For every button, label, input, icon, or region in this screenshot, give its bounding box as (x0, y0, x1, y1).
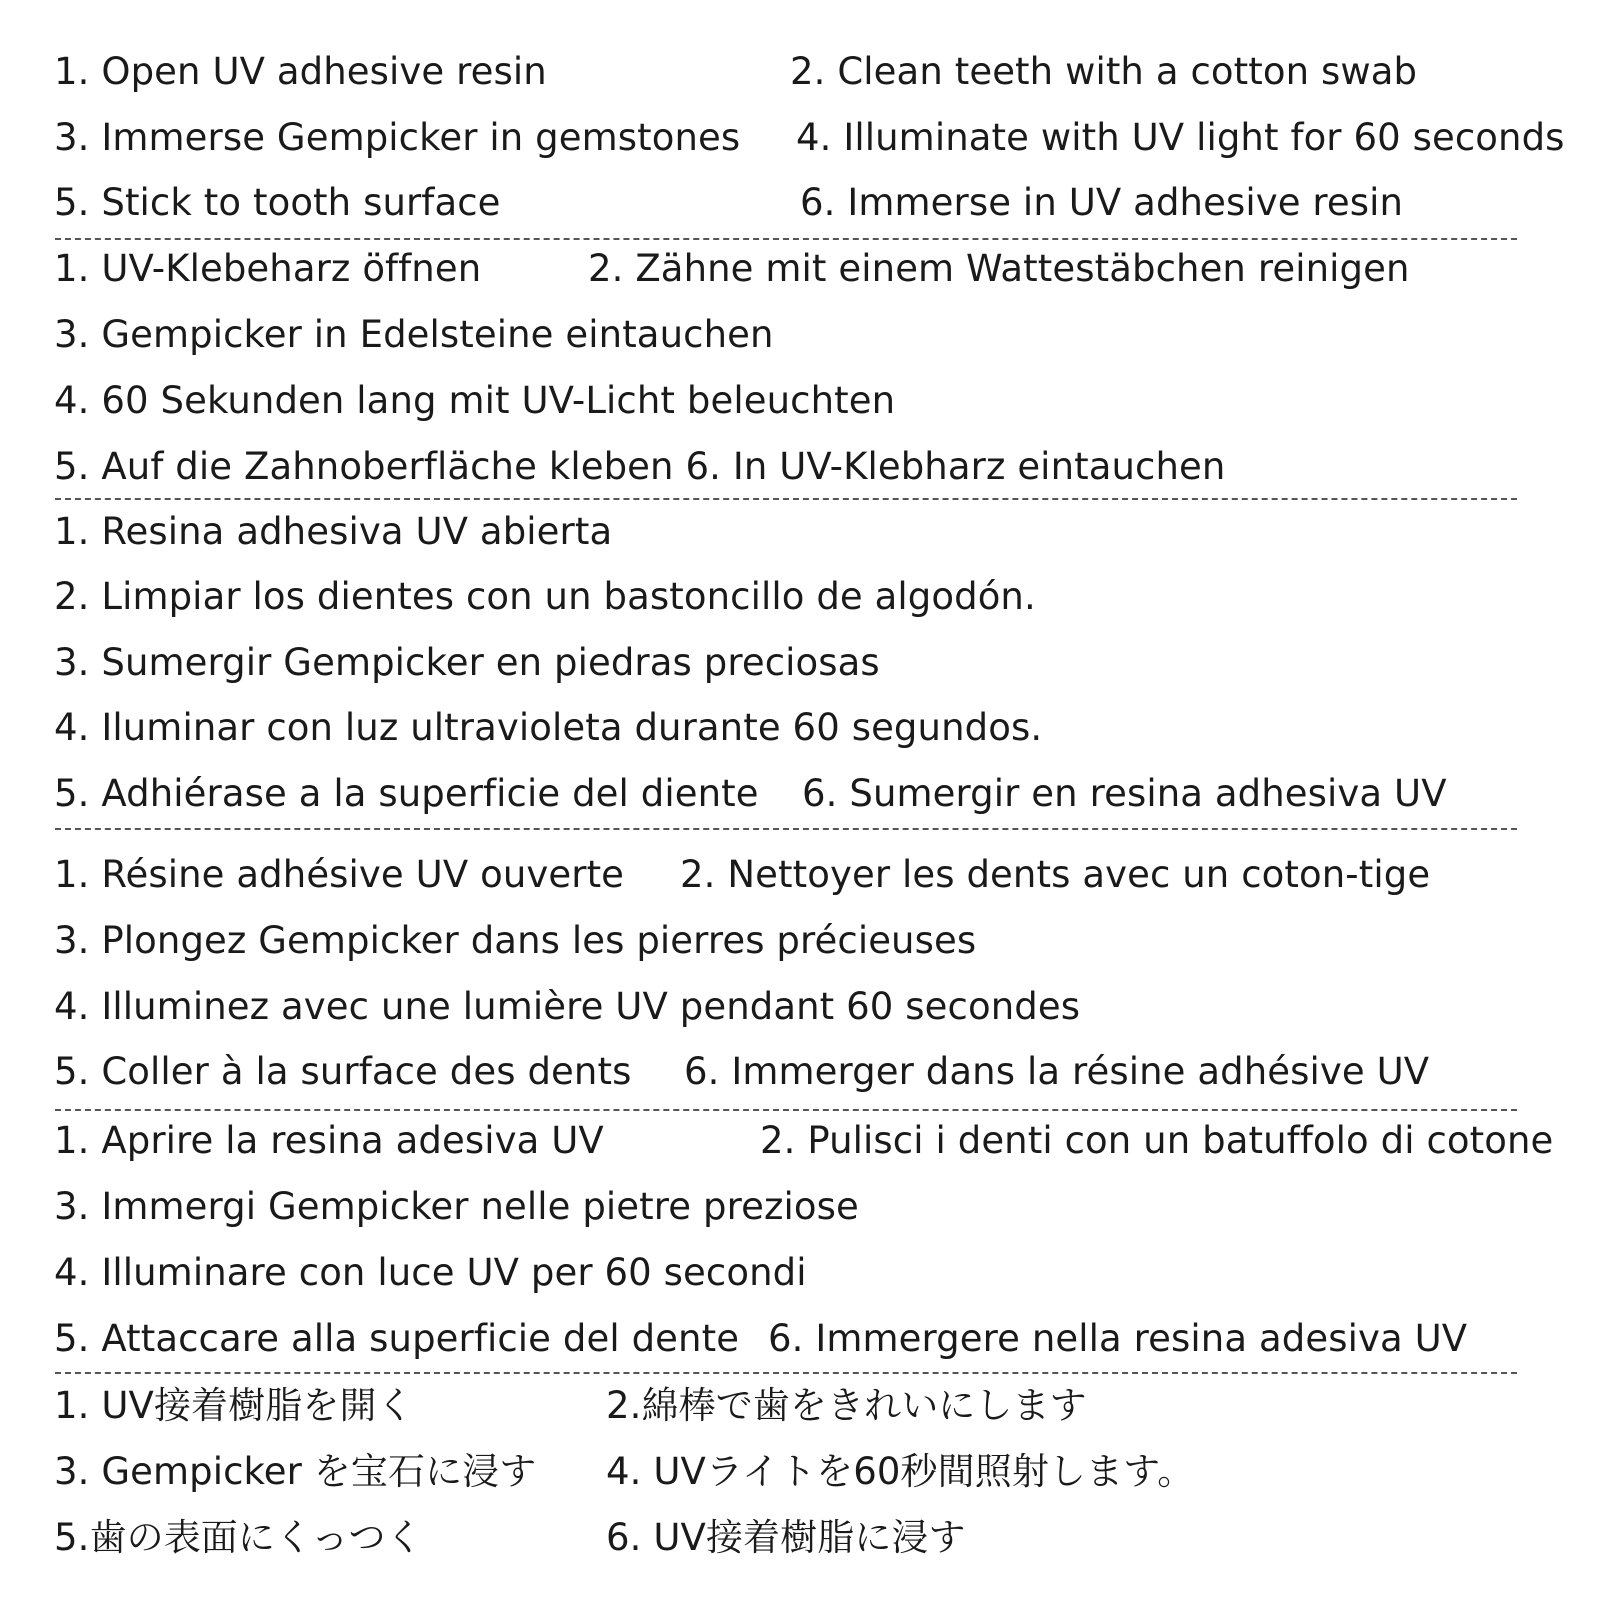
step-4-es: 4. Iluminar con luz ultravioleta durante 60 segundos. (54, 706, 1043, 749)
step-2-de: 2. Zähne mit einem Wattestäbchen reinigen (588, 247, 1410, 290)
step-4-ja: 4. UVライトを60秒間照射します。 (606, 1450, 1195, 1493)
step-4-de: 4. 60 Sekunden lang mit UV-Licht beleuchten (54, 379, 896, 422)
step-3-ja: 3. Gempicker を宝石に浸す (54, 1450, 537, 1493)
instruction-line (0, 850, 1600, 900)
step-3-en: 3. Immerse Gempicker in gemstones (54, 116, 741, 159)
instruction-line (0, 113, 1600, 163)
instruction-line (0, 1047, 1600, 1097)
step-6-it: 6. Immergere nella resina adesiva UV (768, 1317, 1468, 1360)
instruction-line (0, 916, 1600, 966)
instruction-line (0, 507, 1600, 557)
step-5-en: 5. Stick to tooth surface (54, 181, 501, 224)
instruction-line (0, 1447, 1600, 1497)
step-2-ja: 2.綿棒で歯をきれいにします (606, 1384, 1087, 1427)
step-2-it: 2. Pulisci i denti con un batuffolo di cotone (760, 1119, 1554, 1162)
instruction-line (0, 1513, 1600, 1563)
instruction-line (0, 703, 1600, 753)
instruction-line (0, 178, 1600, 228)
instruction-line (0, 1116, 1600, 1166)
step-5-6-de: 5. Auf die Zahnoberfläche kleben 6. In UV-Klebharz eintauchen (54, 445, 1226, 488)
instruction-line (0, 1314, 1600, 1364)
step-5-fr: 5. Coller à la surface des dents (54, 1050, 632, 1093)
step-1-it: 1. Aprire la resina adesiva UV (54, 1119, 604, 1162)
step-4-it: 4. Illuminare con luce UV per 60 secondi (54, 1251, 807, 1294)
step-6-en: 6. Immerse in UV adhesive resin (800, 181, 1404, 224)
step-1-fr: 1. Résine adhésive UV ouverte (54, 853, 625, 896)
step-6-fr: 6. Immerger dans la résine adhésive UV (684, 1050, 1430, 1093)
instruction-line (0, 572, 1600, 622)
instruction-line (0, 638, 1600, 688)
step-3-es: 3. Sumergir Gempicker en piedras preciosas (54, 641, 880, 684)
step-4-en: 4. Illuminate with UV light for 60 seconds (796, 116, 1565, 159)
instruction-line (0, 244, 1600, 294)
step-5-ja: 5.歯の表面にくっつく (54, 1516, 423, 1559)
instruction-line (0, 1381, 1600, 1431)
step-1-de: 1. UV-Klebeharz öffnen (54, 247, 482, 290)
section-divider (55, 498, 1517, 500)
instruction-line (0, 1248, 1600, 1298)
instruction-line (0, 1182, 1600, 1232)
step-1-en: 1. Open UV adhesive resin (54, 50, 547, 93)
instruction-line (0, 769, 1600, 819)
step-1-ja: 1. UV接着樹脂を開く (54, 1384, 414, 1427)
step-2-fr: 2. Nettoyer les dents avec un coton-tige (680, 853, 1431, 896)
section-divider (55, 1372, 1517, 1374)
instruction-line (0, 442, 1600, 492)
step-5-it: 5. Attaccare alla superficie del dente (54, 1317, 740, 1360)
step-5-es: 5. Adhiérase a la superficie del diente (54, 772, 759, 815)
section-divider (55, 238, 1517, 240)
step-3-de: 3. Gempicker in Edelsteine eintauchen (54, 313, 774, 356)
section-divider (55, 1109, 1517, 1111)
step-3-it: 3. Immergi Gempicker nelle pietre preziose (54, 1185, 859, 1228)
step-1-es: 1. Resina adhesiva UV abierta (54, 510, 613, 553)
step-4-fr: 4. Illuminez avec une lumière UV pendant 60 secondes (54, 985, 1081, 1028)
step-2-en: 2. Clean teeth with a cotton swab (790, 50, 1418, 93)
instruction-line (0, 47, 1600, 97)
instruction-line (0, 376, 1600, 426)
instruction-line (0, 982, 1600, 1032)
instruction-line (0, 310, 1600, 360)
section-divider (55, 828, 1517, 830)
step-6-ja: 6. UV接着樹脂に浸す (606, 1516, 966, 1559)
step-6-es: 6. Sumergir en resina adhesiva UV (802, 772, 1447, 815)
step-2-es: 2. Limpiar los dientes con un bastoncillo de algodón. (54, 575, 1036, 618)
step-3-fr: 3. Plongez Gempicker dans les pierres précieuses (54, 919, 977, 962)
